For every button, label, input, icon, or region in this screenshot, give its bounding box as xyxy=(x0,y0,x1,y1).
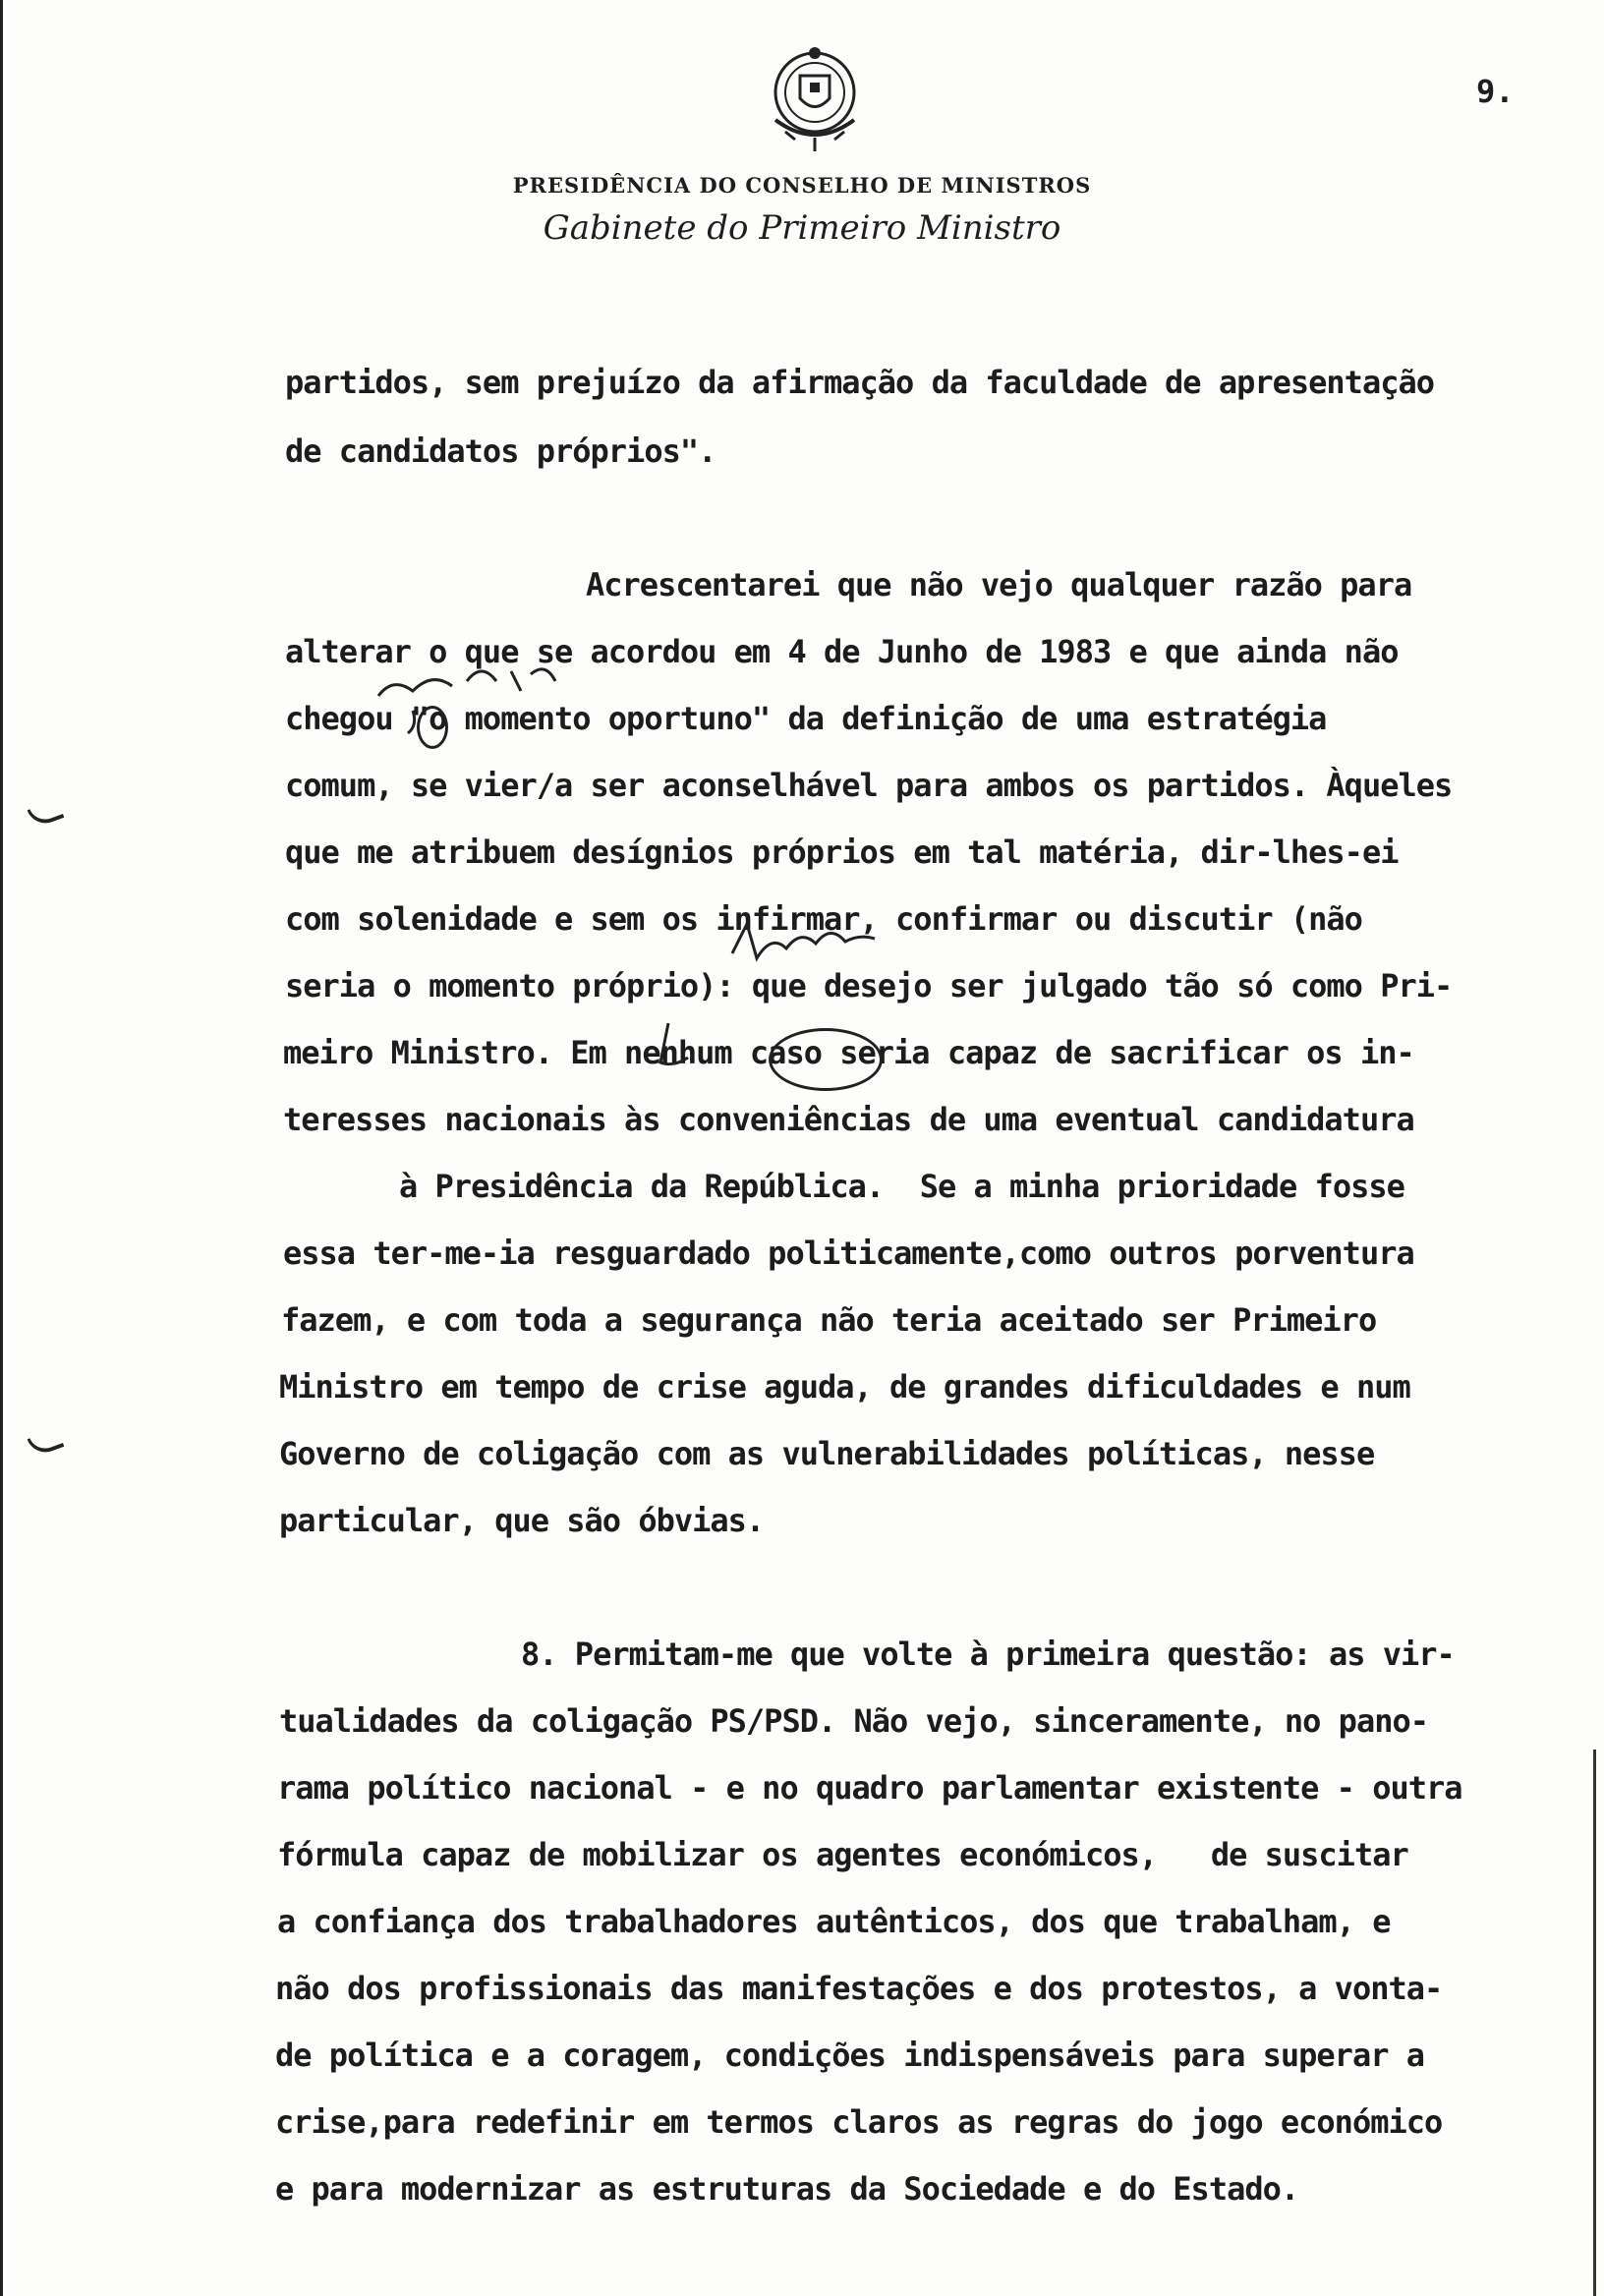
text-line: 8. Permitam-me que volte à primeira questão: as vir- xyxy=(521,1636,1455,1673)
coat-of-arms-seal xyxy=(761,41,869,159)
circled-quote xyxy=(417,706,448,749)
text-line: comum, se vier/a ser aconselhável para ambos os partidos. Àqueles xyxy=(285,767,1453,804)
header-title: PRESIDÊNCIA DO CONSELHO DE MINISTROS xyxy=(512,173,1092,198)
text-line: meiro Ministro. Em nenhum caso seria capaz de sacrificar os in- xyxy=(283,1034,1414,1071)
text-line: partidos, sem prejuízo da afirmação da faculdade de apresentação xyxy=(285,364,1434,401)
text-line: chegou "o momento oportuno" da definição de uma estratégia xyxy=(285,700,1327,737)
insertion-mark xyxy=(649,1018,698,1077)
text-line: rama político nacional - e no quadro parlamentar existente - outra xyxy=(277,1769,1462,1807)
text-line: de candidatos próprios". xyxy=(285,432,716,470)
text-line: alterar o que se acordou em 4 de Junho de 1983 e que ainda não xyxy=(285,633,1399,670)
header-subtitle: Gabinete do Primeiro Ministro xyxy=(543,208,1061,248)
circled-word xyxy=(769,1028,883,1091)
text-line: a confiança dos trabalhadores autênticos, dos que trabalham, e xyxy=(277,1903,1391,1940)
text-line: Acrescentarei que não vejo qualquer razão para xyxy=(586,566,1412,603)
text-line: Ministro em tempo de crise aguda, de grandes dificuldades e num xyxy=(279,1368,1410,1406)
text-line: fórmula capaz de mobilizar os agentes económicos, de suscitar xyxy=(277,1836,1408,1873)
text-line: tualidades da coligação PS/PSD. Não vejo, sinceramente, no pano- xyxy=(279,1702,1428,1740)
text-line: à Presidência da República. Se a minha prioridade fosse xyxy=(399,1168,1404,1205)
handwritten-correction xyxy=(727,914,885,973)
text-line: fazem, e com toda a segurança não teria aceitado ser Primeiro xyxy=(281,1301,1377,1339)
text-line: que me atribuem desígnios próprios em tal matéria, dir-lhes-ei xyxy=(285,833,1399,871)
text-line: seria o momento próprio): que desejo ser julgado tão só como Pri- xyxy=(285,967,1453,1004)
text-line: não dos profissionais das manifestações e dos protestos, a vonta- xyxy=(275,1970,1443,2007)
text-line: Governo de coligação com as vulnerabilidades políticas, nesse xyxy=(279,1435,1375,1472)
text-line: particular, que são óbvias. xyxy=(279,1502,765,1539)
margin-mark xyxy=(28,799,65,829)
text-line: e para modernizar as estruturas da Sociedade e do Estado. xyxy=(275,2170,1299,2208)
page-number: 9. xyxy=(1476,73,1515,110)
margin-mark xyxy=(28,1428,65,1458)
text-line: com solenidade e sem os infirmar, confirmar ou discutir (não xyxy=(285,900,1362,938)
left-edge-rule xyxy=(0,0,3,2296)
text-line: teresses nacionais às conveniências de uma eventual candidatura xyxy=(283,1101,1414,1138)
text-line: de política e a coragem, condições indispensáveis para superar a xyxy=(275,2037,1424,2074)
text-line: crise,para redefinir em termos claros as regras do jogo económico xyxy=(275,2103,1443,2141)
text-line: essa ter-me-ia resguardado politicamente,como outros porventura xyxy=(283,1234,1414,1272)
handwritten-annotation xyxy=(373,657,600,735)
right-edge-rule xyxy=(1593,1750,1596,2296)
